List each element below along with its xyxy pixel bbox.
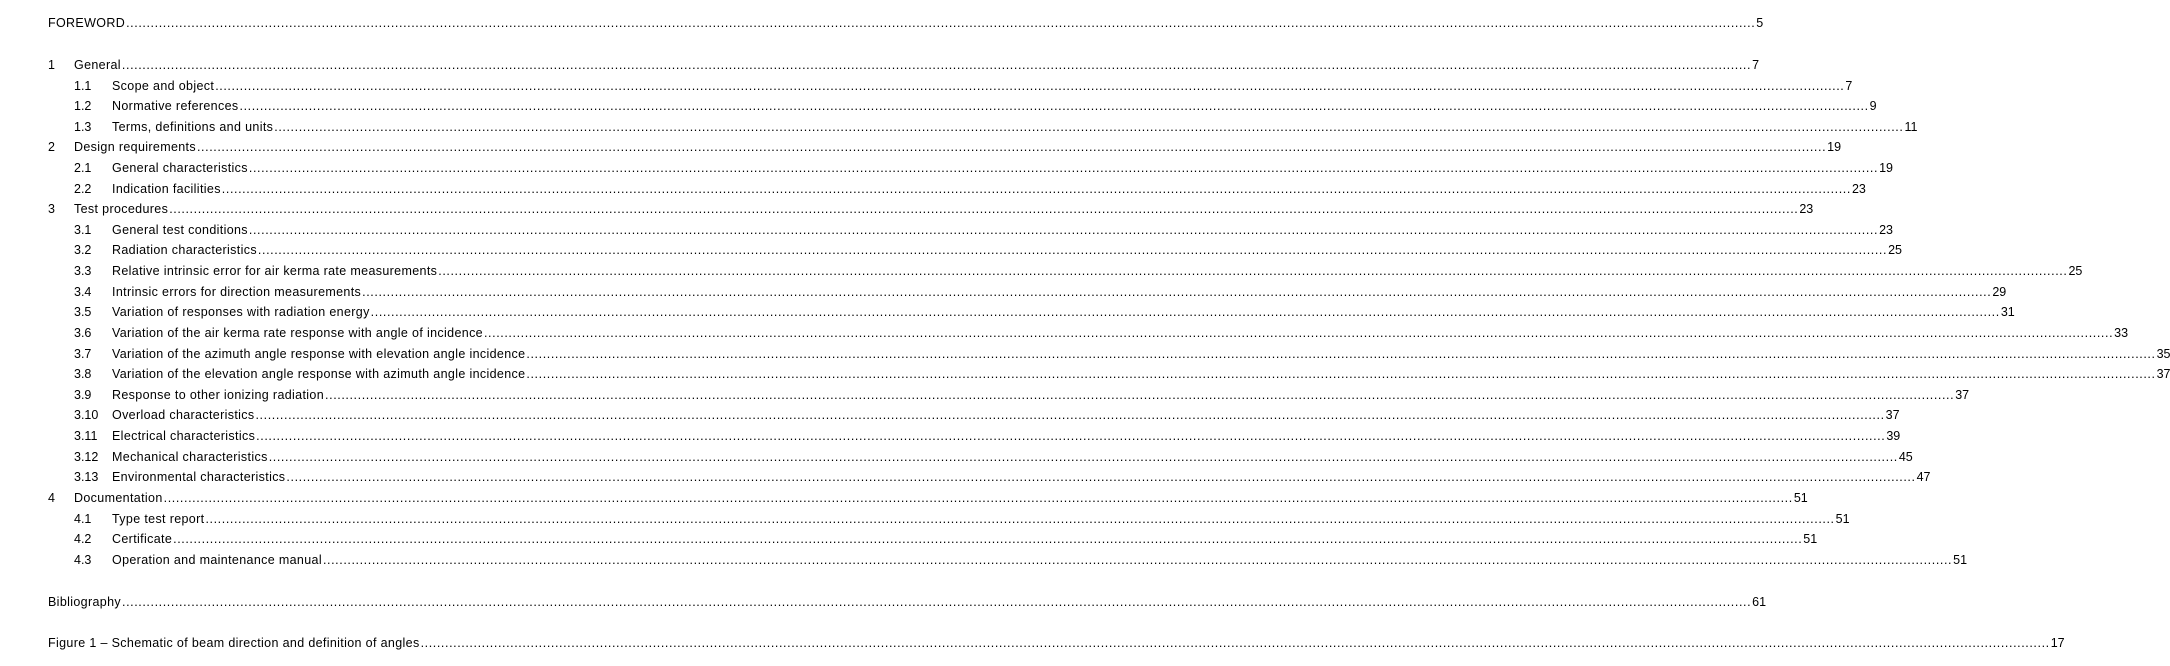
toc-entry-page-number: 51 xyxy=(1793,491,1808,505)
toc-entry[interactable] xyxy=(0,200,1814,218)
toc-entry-title: Operation and maintenance manual xyxy=(112,553,322,567)
toc-entry-number: 1.3 xyxy=(74,120,92,134)
toc-entry[interactable] xyxy=(0,56,1760,74)
toc-entry-title: Bibliography xyxy=(48,595,121,609)
toc-entry-number: 4.1 xyxy=(74,512,92,526)
toc-entry-page-number: 25 xyxy=(2068,264,2083,278)
dot-leader: ................................................................................................................................................................................................................................................................................................................................................................................................................ xyxy=(196,140,1827,154)
toc-entry-page-number: 29 xyxy=(1992,285,2007,299)
toc-entry-number: 3.6 xyxy=(74,326,92,340)
toc-entry-page-number: 19 xyxy=(1879,161,1893,175)
toc-entry-title: Test procedures xyxy=(74,202,169,216)
toc-entry-title: Intrinsic errors for direction measurements xyxy=(112,285,362,299)
dot-leader: ................................................................................................................................................................................................................................................................................................................................................................................................................ xyxy=(325,388,1955,402)
dot-leader: ................................................................................................................................................................................................................................................................................................................................................................................................................ xyxy=(126,16,1756,30)
toc-entry-title: Overload characteristics xyxy=(112,408,255,422)
toc-entry-title: Environmental characteristics xyxy=(112,470,286,484)
dot-leader: ................................................................................................................................................................................................................................................................................................................................................................................................................ xyxy=(256,429,1886,443)
toc-entry[interactable] xyxy=(0,427,1901,445)
toc-entry[interactable] xyxy=(0,551,1968,569)
dot-leader: ................................................................................................................................................................................................................................................................................................................................................................................................................ xyxy=(169,202,1799,216)
toc-entry[interactable] xyxy=(0,118,1918,136)
toc-entry[interactable] xyxy=(0,303,2015,321)
toc-entry[interactable] xyxy=(0,489,1808,507)
toc-entry-title: Mechanical characteristics xyxy=(112,450,268,464)
toc-entry[interactable] xyxy=(0,262,2083,280)
toc-entry[interactable] xyxy=(0,180,1866,198)
toc-entry-title: General xyxy=(74,58,121,72)
toc-entry[interactable] xyxy=(0,138,1842,156)
toc-entry-page-number: 23 xyxy=(1851,182,1866,196)
toc-entry-page-number: 33 xyxy=(2114,326,2129,340)
dot-leader: ................................................................................................................................................................................................................................................................................................................................................................................................................ xyxy=(274,120,1904,134)
toc-entry[interactable] xyxy=(0,530,1818,548)
toc-entry-title: Terms, definitions and units xyxy=(112,120,274,134)
dot-leader: ................................................................................................................................................................................................................................................................................................................................................................................................................ xyxy=(122,595,1752,609)
dot-leader: ................................................................................................................................................................................................................................................................................................................................................................................................................ xyxy=(526,347,2156,361)
toc-entry-number: 1 xyxy=(48,58,55,72)
toc-entry-page-number: 51 xyxy=(1803,532,1818,546)
dot-leader: ................................................................................................................................................................................................................................................................................................................................................................................................................ xyxy=(257,243,1888,257)
toc-entry-title: Normative references xyxy=(112,99,239,113)
toc-entry-title: Radiation characteristics xyxy=(112,243,257,257)
toc-entry-page-number: 25 xyxy=(1888,243,1902,257)
toc-entry-number: 4 xyxy=(48,491,55,505)
toc-entry-number: 3 xyxy=(48,202,55,216)
dot-leader: ................................................................................................................................................................................................................................................................................................................................................................................................................ xyxy=(121,58,1752,72)
toc-entry-page-number: 23 xyxy=(1799,202,1814,216)
dot-leader: ................................................................................................................................................................................................................................................................................................................................................................................................................ xyxy=(239,99,1869,113)
dot-leader: ................................................................................................................................................................................................................................................................................................................................................................................................................ xyxy=(420,636,2050,650)
toc-entry-number: 3.5 xyxy=(74,305,92,319)
dot-leader: ................................................................................................................................................................................................................................................................................................................................................................................................................ xyxy=(438,264,2068,278)
dot-leader: ................................................................................................................................................................................................................................................................................................................................................................................................................ xyxy=(370,305,2000,319)
toc-entry-page-number: 5 xyxy=(1756,16,1764,30)
toc-entry-number: 2.2 xyxy=(74,182,92,196)
toc-entry-number: 2 xyxy=(48,140,55,154)
toc-entry-page-number: 51 xyxy=(1953,553,1968,567)
toc-entry[interactable] xyxy=(0,468,1931,486)
toc-entry-title: Indication facilities xyxy=(112,182,221,196)
toc-entry-number: 3.2 xyxy=(74,243,92,257)
toc-entry-page-number: 7 xyxy=(1845,79,1853,93)
dot-leader: ................................................................................................................................................................................................................................................................................................................................................................................................................ xyxy=(173,532,1803,546)
dot-leader: ................................................................................................................................................................................................................................................................................................................................................................................................................ xyxy=(322,553,1953,567)
toc-entry-page-number: 37 xyxy=(1885,408,1900,422)
toc-entry-title: Electrical characteristics xyxy=(112,429,256,443)
dot-leader: ................................................................................................................................................................................................................................................................................................................................................................................................................ xyxy=(255,408,1885,422)
toc-entry[interactable] xyxy=(0,241,1902,259)
dot-leader: ................................................................................................................................................................................................................................................................................................................................................................................................................ xyxy=(163,491,1793,505)
toc-entry[interactable] xyxy=(0,159,1893,177)
toc-entry-page-number: 35 xyxy=(2156,347,2170,361)
toc-entry-page-number: 45 xyxy=(1898,450,1913,464)
toc-entry[interactable] xyxy=(0,221,1893,239)
toc-entry-title: General characteristics xyxy=(112,161,248,175)
toc-entry[interactable] xyxy=(0,365,2170,383)
toc-entry-page-number: 11 xyxy=(1904,120,1918,134)
toc-entry-page-number: 39 xyxy=(1886,429,1901,443)
toc-entry-page-number: 37 xyxy=(2156,367,2170,381)
dot-leader: ................................................................................................................................................................................................................................................................................................................................................................................................................ xyxy=(215,79,1845,93)
toc-entry-number: 3.9 xyxy=(74,388,92,402)
toc-entry-page-number: 51 xyxy=(1835,512,1850,526)
toc-entry-title: Variation of the azimuth angle response with elevation angle incidence xyxy=(112,347,526,361)
toc-entry-number: 2.1 xyxy=(74,161,92,175)
toc-entry-page-number: 61 xyxy=(1752,595,1767,609)
toc-entry-title: FOREWORD xyxy=(48,16,126,30)
toc-entry-page-number: 17 xyxy=(2050,636,2065,650)
toc-entry-number: 3.3 xyxy=(74,264,92,278)
toc-entry-page-number: 7 xyxy=(1752,58,1760,72)
toc-entry[interactable] xyxy=(0,448,1913,466)
toc-entry-number: 1.2 xyxy=(74,99,92,113)
toc-entry-number: 3.11 xyxy=(74,429,98,443)
toc-entry-title: Type test report xyxy=(112,512,205,526)
toc-entry-page-number: 19 xyxy=(1827,140,1842,154)
dot-leader: ................................................................................................................................................................................................................................................................................................................................................................................................................ xyxy=(248,223,1879,237)
toc-entry[interactable] xyxy=(0,406,1900,424)
toc-entry-page-number: 37 xyxy=(1955,388,1970,402)
toc-entry[interactable] xyxy=(0,14,1764,32)
toc-entry-title: Documentation xyxy=(74,491,163,505)
toc-entry-number: 3.1 xyxy=(74,223,92,237)
toc-entry-number: 3.4 xyxy=(74,285,92,299)
toc-entry-number: 4.3 xyxy=(74,553,92,567)
toc-entry-title: Response to other ionizing radiation xyxy=(112,388,325,402)
toc-entry-page-number: 47 xyxy=(1916,470,1931,484)
dot-leader: ................................................................................................................................................................................................................................................................................................................................................................................................................ xyxy=(286,470,1916,484)
toc-entry-title: Figure 1 – Schematic of beam direction and definition of angles xyxy=(48,636,420,650)
toc-entry-page-number: 9 xyxy=(1869,99,1877,113)
toc-entry-number: 4.2 xyxy=(74,532,92,546)
dot-leader: ................................................................................................................................................................................................................................................................................................................................................................................................................ xyxy=(483,326,2114,340)
toc-entry-title: Variation of responses with radiation energy xyxy=(112,305,370,319)
toc-entry-title: Scope and object xyxy=(112,79,215,93)
toc-entry-title: General test conditions xyxy=(112,223,248,237)
dot-leader: ................................................................................................................................................................................................................................................................................................................................................................................................................ xyxy=(268,450,1898,464)
toc-entry-title: Design requirements xyxy=(74,140,196,154)
toc-entry-number: 3.7 xyxy=(74,347,92,361)
toc-entry[interactable] xyxy=(0,283,2007,301)
toc-entry[interactable] xyxy=(0,386,1970,404)
toc-entry[interactable] xyxy=(0,324,2129,342)
dot-leader: ................................................................................................................................................................................................................................................................................................................................................................................................................ xyxy=(362,285,1992,299)
toc-entry-page-number: 31 xyxy=(2000,305,2015,319)
toc-entry-number: 3.10 xyxy=(74,408,99,422)
toc-entry[interactable] xyxy=(0,593,1767,611)
toc-entry-page-number: 23 xyxy=(1879,223,1893,237)
dot-leader: ................................................................................................................................................................................................................................................................................................................................................................................................................ xyxy=(205,512,1835,526)
toc-entry-number: 3.13 xyxy=(74,470,99,484)
toc-entry-title: Certificate xyxy=(112,532,173,546)
toc-entry[interactable] xyxy=(0,634,2065,652)
toc-entry-number: 1.1 xyxy=(74,79,92,93)
toc-entry-title: Relative intrinsic error for air kerma rate measurements xyxy=(112,264,438,278)
toc-entry[interactable] xyxy=(0,510,1850,528)
toc-entry-title: Variation of the elevation angle response with azimuth angle incidence xyxy=(112,367,526,381)
toc-entry-number: 3.8 xyxy=(74,367,92,381)
dot-leader: ................................................................................................................................................................................................................................................................................................................................................................................................................ xyxy=(248,161,1879,175)
dot-leader: ................................................................................................................................................................................................................................................................................................................................................................................................................ xyxy=(221,182,1851,196)
toc-entry[interactable] xyxy=(0,77,1853,95)
toc-entry-number: 3.12 xyxy=(74,450,99,464)
toc-entry[interactable] xyxy=(0,97,1877,115)
dot-leader: ................................................................................................................................................................................................................................................................................................................................................................................................................ xyxy=(526,367,2156,381)
toc-entry-title: Variation of the air kerma rate response with angle of incidence xyxy=(112,326,483,340)
toc-entry[interactable] xyxy=(0,345,2170,363)
